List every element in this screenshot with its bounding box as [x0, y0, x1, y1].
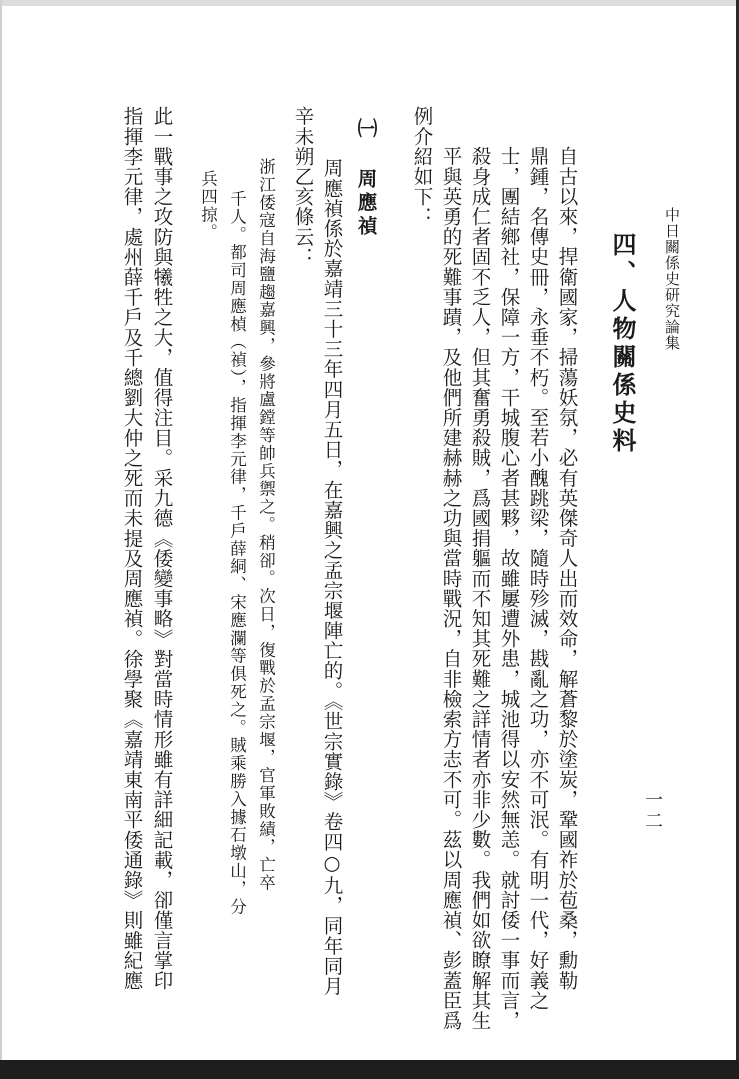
intro-line-2: 鼎鍾，名傳史冊，永垂不朽。至若小醜跳梁，隨時殄滅，戡亂之功，亦不可泯。有明一代，好義之 — [526, 146, 550, 1011]
intro-line-1: 自古以來，捍衛國家，掃蕩妖氛，必有英傑奇人出而效命，解蒼黎於塗炭，鞏國祚於苞桑，勳勒 — [555, 146, 579, 991]
section-heading: 四、人物關係史料 — [608, 232, 637, 456]
closing-line-2: 指揮李元律，處州薛千戶及千總劉大仲之死而未提及周應禎。徐學聚《嘉靖東南平倭通錄》則雖紀應 — [120, 106, 144, 991]
quote-line-3: 兵四掠。 — [198, 170, 218, 242]
lead-line-1: 周應禎係於嘉靖三十三年四月五日，在嘉興之孟宗堰陣亡的。《世宗實錄》卷四○九，同年同月 — [320, 158, 344, 996]
running-header-title: 中日關係史研究論集 — [663, 207, 681, 351]
quote-line-2: 千人。都司周應楨（禎），指揮李元律，千戶薛絧、宋應瀾等俱死之。賊乘勝入據石墩山，分 — [227, 190, 247, 916]
intro-line-3: 士，團結鄉社，保障一方，干城腹心者甚夥，故雖屢遭外患，城池得以安然無恙。就討倭一事而言， — [497, 146, 521, 1031]
page-number: 一二 — [642, 790, 663, 832]
intro-line-4: 殺身成仁者固不乏人，但其奮勇殺賊，爲國捐軀而不知其死難之詳情者亦非少數。我們如欲瞭解其生 — [468, 146, 492, 1031]
lead-line-2: 辛未朔乙亥條云： — [291, 106, 315, 267]
intro-line-5: 平與英勇的死難事蹟，及他們所建赫赫之功與當時戰況，自非檢索方志不可。茲以周應禎、彭蓋臣爲 — [439, 146, 463, 1031]
quote-line-1: 浙江倭寇自海鹽趨嘉興，參將盧鏜等帥兵禦之。稍卻。次日，復戰於孟宗堰，官軍敗績，亡卒 — [256, 158, 276, 892]
scan-top-edge — [0, 0, 739, 6]
subheading-zhou-yingzhen: ㈠ 周應禎 — [354, 118, 378, 239]
closing-line-1: 此一戰事之攻防與犧牲之大，值得注目。采九德《倭變事略》對當時情形雖有詳細記載，卻僅言掌印 — [150, 106, 174, 991]
scan-bottom-edge — [0, 1060, 739, 1079]
intro-line-6: 例介紹如下： — [410, 106, 434, 227]
scan-left-edge — [0, 0, 2, 1079]
